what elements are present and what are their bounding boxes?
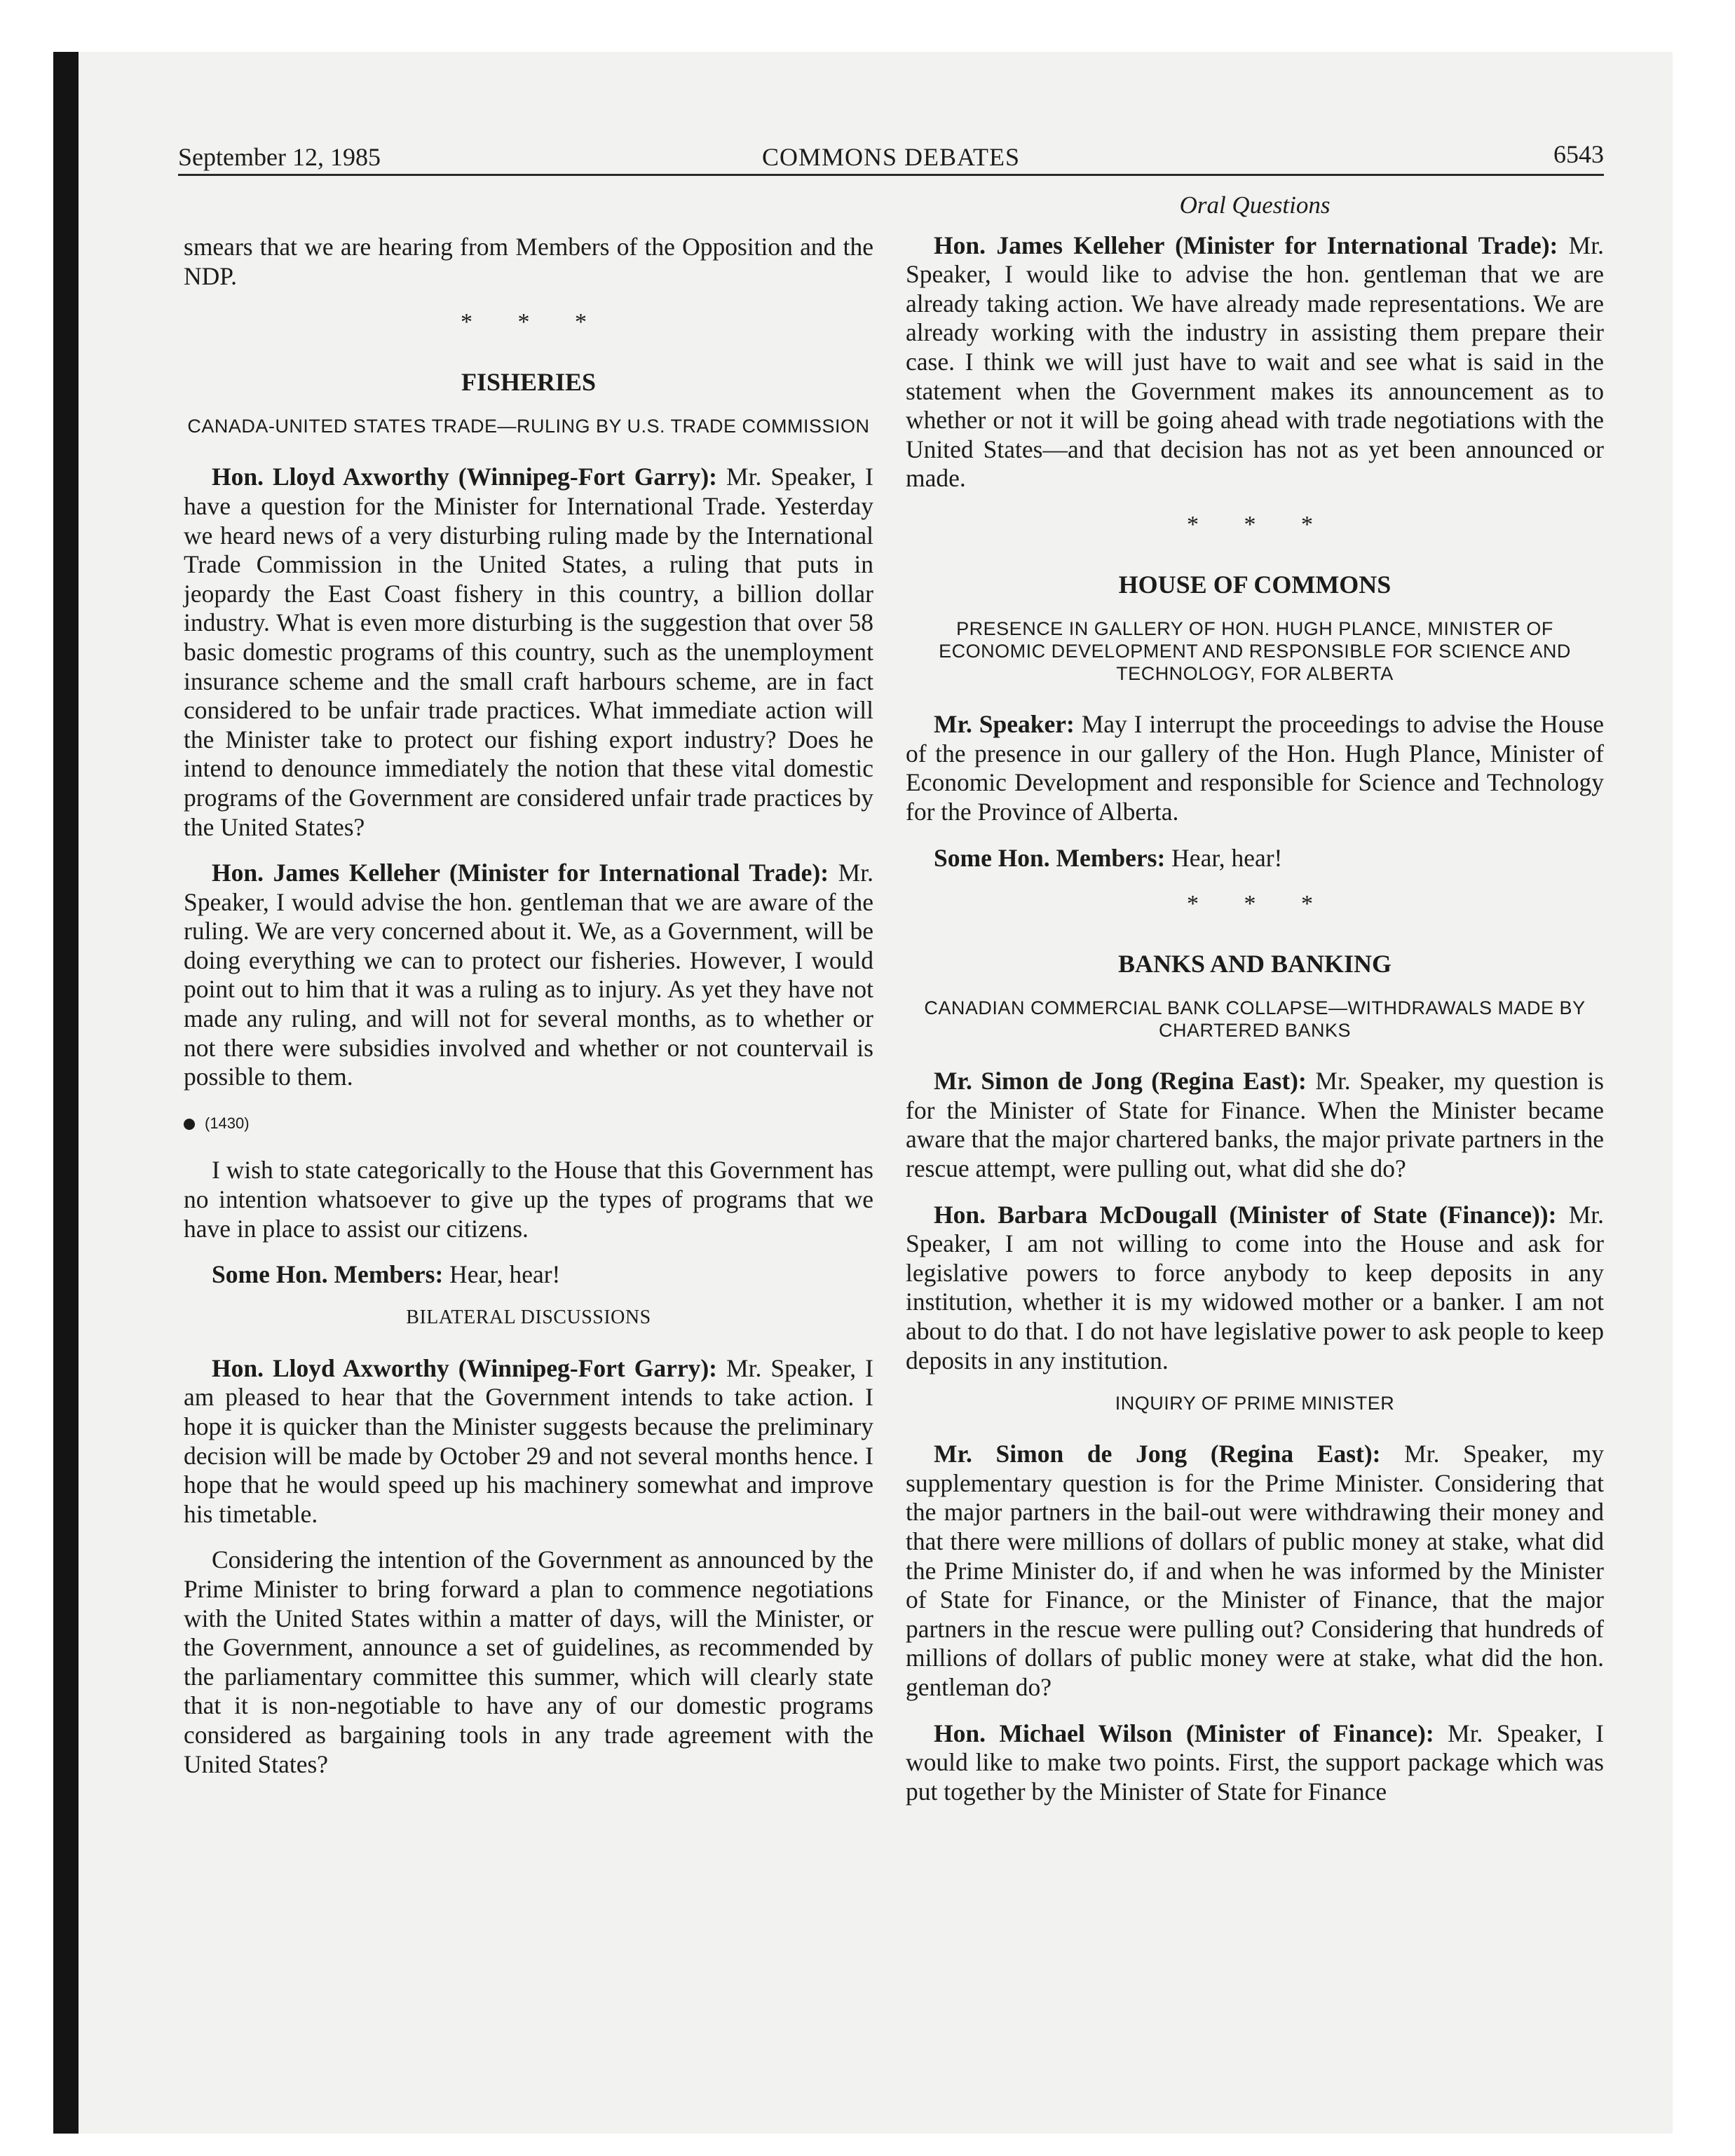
subheading-presence-in-gallery: PRESENCE IN GALLERY OF HON. HUGH PLANCE, MINISTER OF ECONOMIC DEVELOPMENT AND RESPONSIBLE FOR SCIENCE AND TECHNOLOGY, FOR ALBERTA [939,618,1571,685]
speaker-name: Some Hon. Members: [212,1260,444,1289]
speech-text: Mr. Speaker, I would like to advise the hon. gentleman that we are already taking action. We have already made representations. We are already working with the industry in assisting them prepare their case. I think we will just have to wait and see what is said in the statement when the Government makes its announcement as to whether or not it will be going ahead with trade negotiations with the United States—and that decision has not as yet been announced or made. [906,231,1604,493]
paragraph [906,1719,1604,1807]
paragraph [184,859,873,1092]
page-number: 6543 [1553,140,1604,168]
speech-text: Mr. Speaker, my question is for the Minister of State for Finance. When the Minister became aware that the major chartered banks, the major private partners in the rescue attempt, were pulling out, what did she do? [906,1067,1605,1183]
subheading-bilateral-discussions: BILATERAL DISCUSSIONS [406,1306,651,1328]
subheading-inquiry-prime-minister: INQUIRY OF PRIME MINISTER [1115,1393,1395,1414]
binding-edge [53,52,79,2134]
speaker-name: Hon. Michael Wilson (Minister of Finance): [934,1719,1434,1747]
header-title: COMMONS DEBATES [761,143,1021,171]
speech-text: Mr. Speaker, I am not willing to come into the House and ask for legislative powers to force anybody to keep deposits in any institution, whether it is my widowed mother or a banker. I am not about to do that. I do not have legislative power to ask people to keep deposits in any institution. [906,1200,1604,1374]
speaker-name: Hon. Lloyd Axworthy (Winnipeg-Fort Garry): [212,463,717,491]
speech-text: Mr. Speaker, I am pleased to hear that the Government intends to take action. I hope it is quicker than the Minister suggests because the preliminary decision will be made by October 29 and not several months hence. I hope that he would speed up his machinery somewhat and improve his timetable. [184,1353,873,1528]
paragraph [184,1354,873,1529]
speaker-name: Mr. Simon de Jong (Regina East): [934,1067,1307,1096]
page-header [178,139,1604,176]
speech-text: May I interrupt the proceedings to advise the House of the presence in our gallery of the Hon. Hugh Plance, Minister of Economic Development and responsible for Science and Technology for the Province of Alberta. [906,710,1605,826]
paragraph: I wish to state categorically to the House that this Government has no intention whatsoever to give up the types of programs that we have in place to assist our citizens. [184,1156,873,1243]
speaker-name: Hon. James Kelleher (Minister for International Trade): [934,231,1558,259]
subheading-trade-ruling: CANADA-UNITED STATES TRADE—RULING BY U.S. TRADE COMMISSION [187,416,870,437]
header-date: September 12, 1985 [178,143,381,171]
paragraph [906,1440,1604,1702]
speech-text: Hear, hear! [443,1260,561,1289]
bullet-icon [184,1119,195,1130]
paragraph [184,1260,873,1290]
speaker-name: Hon. Barbara McDougall (Minister of State (Finance)): [934,1200,1557,1229]
time-marker [184,1109,873,1138]
speaker-name: Mr. Simon de Jong (Regina East): [934,1440,1381,1468]
section-heading-house-of-commons: HOUSE OF COMMONS [1118,570,1392,599]
speech-text: Mr. Speaker, my supplementary question is for the Prime Minister. Considering that the major partners in the bail-out were withdrawing their money and that there were millions of dollars of public money at stake, what did the Prime Minister do, if and when he was informed by the Minister of State for Finance, or the Minister of Finance, that the major partners in the rescue were pulling out? Considering that hundreds of millions of dollars of public money were at stake, what did the hon. gentleman do? [906,1440,1604,1701]
paragraph: smears that we are hearing from Members of the Opposition and the NDP. [184,233,873,290]
speech-text: Mr. Speaker, I have a question for the Minister for International Trade. Yesterday we heard news of a very disturbing ruling made by the International Trade Commission in the United States, a ruling that puts in jeopardy the East Coast fishery in this country, a billion dollar industry. What is even more disturbing is the suggestion that over 58 basic domestic programs of this country, such as the unemployment insurance scheme and the small craft harbours scheme, are in fact considered to be unfair trade practices. What immediate action will the Minister take to protect our fishing export industry? Does he intend to denounce immediately the notion that these vital domestic programs of the Government are considered unfair trade practices by the United States? [184,463,873,841]
speech-text: Mr. Speaker, I would like to make two points. First, the support package which was put together by the Minister of State for Finance [906,1719,1604,1806]
speaker-name: Hon. Lloyd Axworthy (Winnipeg-Fort Garry): [212,1353,717,1382]
speaker-name: Hon. James Kelleher (Minister for International Trade): [212,859,829,887]
right-column [906,191,1604,1823]
section-separator: * * * [461,309,606,336]
section-separator: * * * [1187,511,1333,538]
speech-text: Mr. Speaker, I would advise the hon. gentleman that we are aware of the ruling. We are very concerned about it. We, as a Government, will be doing everything we can to protect our fisheries. However, I would point out to him that it was a ruling as to injury. As yet they have not made any ruling, and will not for several months, as to whether or not there were subsidies involved and whether or not countervail is possible to them. [184,859,873,1091]
subheading-bank-collapse: CANADIAN COMMERCIAL BANK COLLAPSE—WITHDRAWALS MADE BY CHARTERED BANKS [924,997,1586,1042]
paragraph [184,463,873,842]
paragraph: Considering the intention of the Government as announced by the Prime Minister to bring forward a plan to commence negotiations with the United States within a matter of days, will the Minister, or the Government, announce a set of guidelines, as recommended by the parliamentary committee this summer, which will clearly state that it is non-negotiable to have any of our domestic programs considered as bargaining tools in any trade agreement with the United States? [184,1546,873,1778]
paragraph [906,1067,1604,1183]
time-marker-label: (1430) [205,1114,250,1132]
paragraph [906,844,1604,873]
paragraph [906,231,1604,493]
paragraph [906,710,1604,826]
section-heading-fisheries: FISHERIES [461,367,597,396]
section-heading-banks-and-banking: BANKS AND BANKING [1117,949,1392,978]
section-separator: * * * [1187,891,1333,917]
running-head: Oral Questions [1179,191,1331,219]
paragraph [906,1201,1604,1376]
speaker-name: Mr. Speaker: [934,710,1075,739]
left-column [184,233,873,1796]
speech-text: Hear, hear! [1165,843,1283,872]
speaker-name: Some Hon. Members: [934,843,1166,872]
